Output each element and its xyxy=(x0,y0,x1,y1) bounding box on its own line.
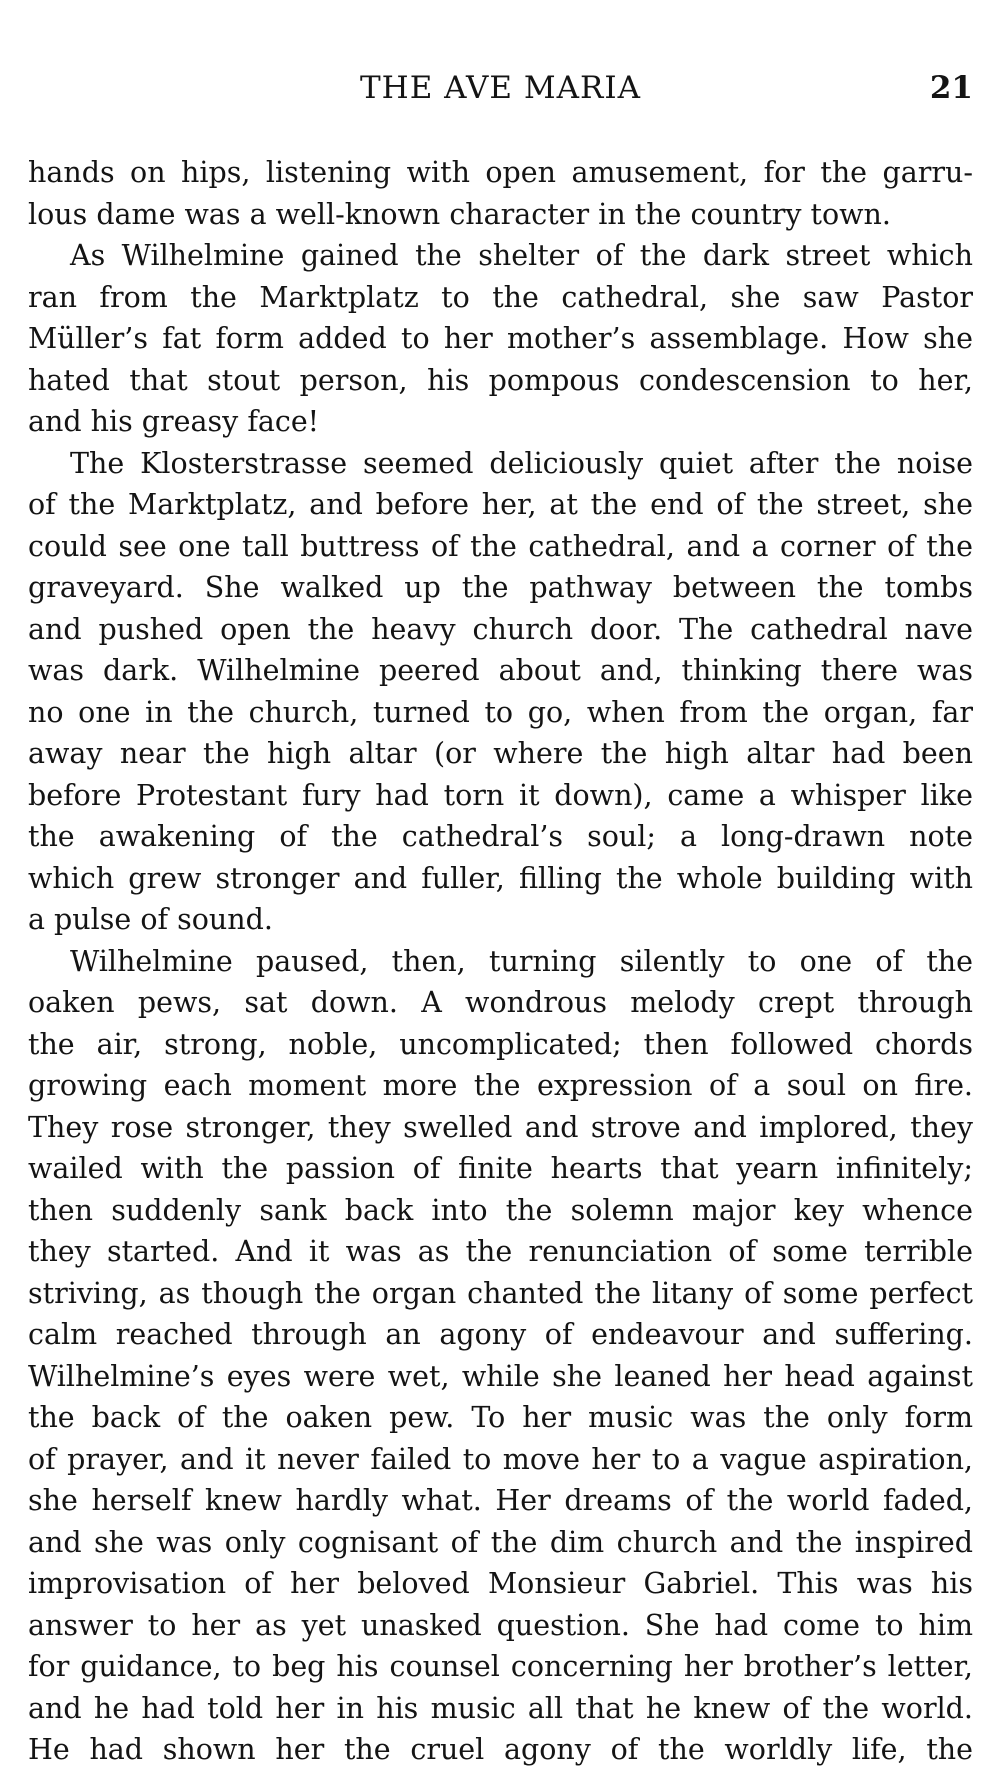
text-line: away near the high altar (or where the high altar had been xyxy=(28,737,973,770)
text-line: oaken pews, sat down. A wondrous melody crept through xyxy=(28,986,973,1019)
text-line: hands on hips, listening with open amusement, for the garru- xyxy=(28,156,973,189)
text-line: improvisation of her beloved Monsieur Gabriel. This was his xyxy=(28,1567,973,1600)
text-line: striving, as though the organ chanted the litany of some perfect xyxy=(28,1276,973,1310)
text-line: The Klosterstrasse seemed deliciously quiet after the noise xyxy=(70,446,973,480)
text-line: Wilhelmine paused, then, turning silently to one of the xyxy=(70,944,973,978)
text-line: and pushed open the heavy church door. The cathedral nave xyxy=(28,612,973,646)
text-line: Müller’s fat form added to her mother’s assemblage. How she xyxy=(28,322,973,355)
text-line: hated that stout person, his pompous condescension to her, xyxy=(28,363,973,397)
text-line: they started. And it was as the renunciation of some terrible xyxy=(28,1235,973,1268)
text-line: growing each moment more the expression of a soul on fire. xyxy=(28,1069,973,1102)
text-line: and he had told her in his music all that he knew of the world. xyxy=(28,1691,973,1725)
text-line: Wilhelmine’s eyes were wet, while she leaned her head against xyxy=(28,1359,973,1393)
body-text xyxy=(28,152,973,1771)
text-line: graveyard. She walked up the pathway between the tombs xyxy=(28,571,973,604)
text-line: the air, strong, noble, uncomplicated; then followed chords xyxy=(28,1027,973,1061)
text-line: As Wilhelmine gained the shelter of the dark street which xyxy=(70,239,973,272)
text-line: which grew stronger and fuller, filling the whole building with xyxy=(28,861,973,895)
text-line: the back of the oaken pew. To her music was the only form xyxy=(28,1401,973,1434)
text-line: before Protestant fury had torn it down), came a whisper like xyxy=(28,778,973,812)
text-line: and his greasy face! xyxy=(28,405,320,438)
running-title: THE AVE MARIA xyxy=(359,70,641,106)
text-line: could see one tall buttress of the cathedral, and a corner of the xyxy=(28,529,973,563)
text-line: of prayer, and it never failed to move her to a vague aspiration, xyxy=(28,1442,973,1476)
text-line: wailed with the passion of finite hearts that yearn infinitely; xyxy=(28,1152,973,1185)
text-line: a pulse of sound. xyxy=(28,903,273,936)
text-line: no one in the church, turned to go, when from the organ, far xyxy=(28,695,973,729)
text-line: They rose stronger, they swelled and strove and implored, they xyxy=(28,1110,973,1144)
text-line: and she was only cognisant of the dim church and the inspired xyxy=(28,1525,973,1559)
text-line: she herself knew hardly what. Her dreams of the world faded, xyxy=(28,1484,973,1517)
page-header xyxy=(28,70,973,114)
text-line: answer to her as yet unasked question. She had come to him xyxy=(28,1608,973,1642)
text-line: lous dame was a well-known character in the country town. xyxy=(28,197,891,231)
text-line: ran from the Marktplatz to the cathedral, she saw Pastor xyxy=(28,280,973,314)
text-line: calm reached through an agony of endeavour and suffering. xyxy=(28,1318,973,1351)
text-line: the awakening of the cathedral’s soul; a long-drawn note xyxy=(28,820,973,853)
text-line: was dark. Wilhelmine peered about and, thinking there was xyxy=(28,654,973,687)
page-number: 21 xyxy=(929,70,973,106)
text-line: then suddenly sank back into the solemn major key whence xyxy=(28,1193,973,1227)
text-line: for guidance, to beg his counsel concerning her brother’s letter, xyxy=(28,1650,973,1683)
text-line: of the Marktplatz, and before her, at the end of the street, she xyxy=(28,488,973,521)
text-line: He had shown her the cruel agony of the worldly life, the xyxy=(28,1733,973,1766)
